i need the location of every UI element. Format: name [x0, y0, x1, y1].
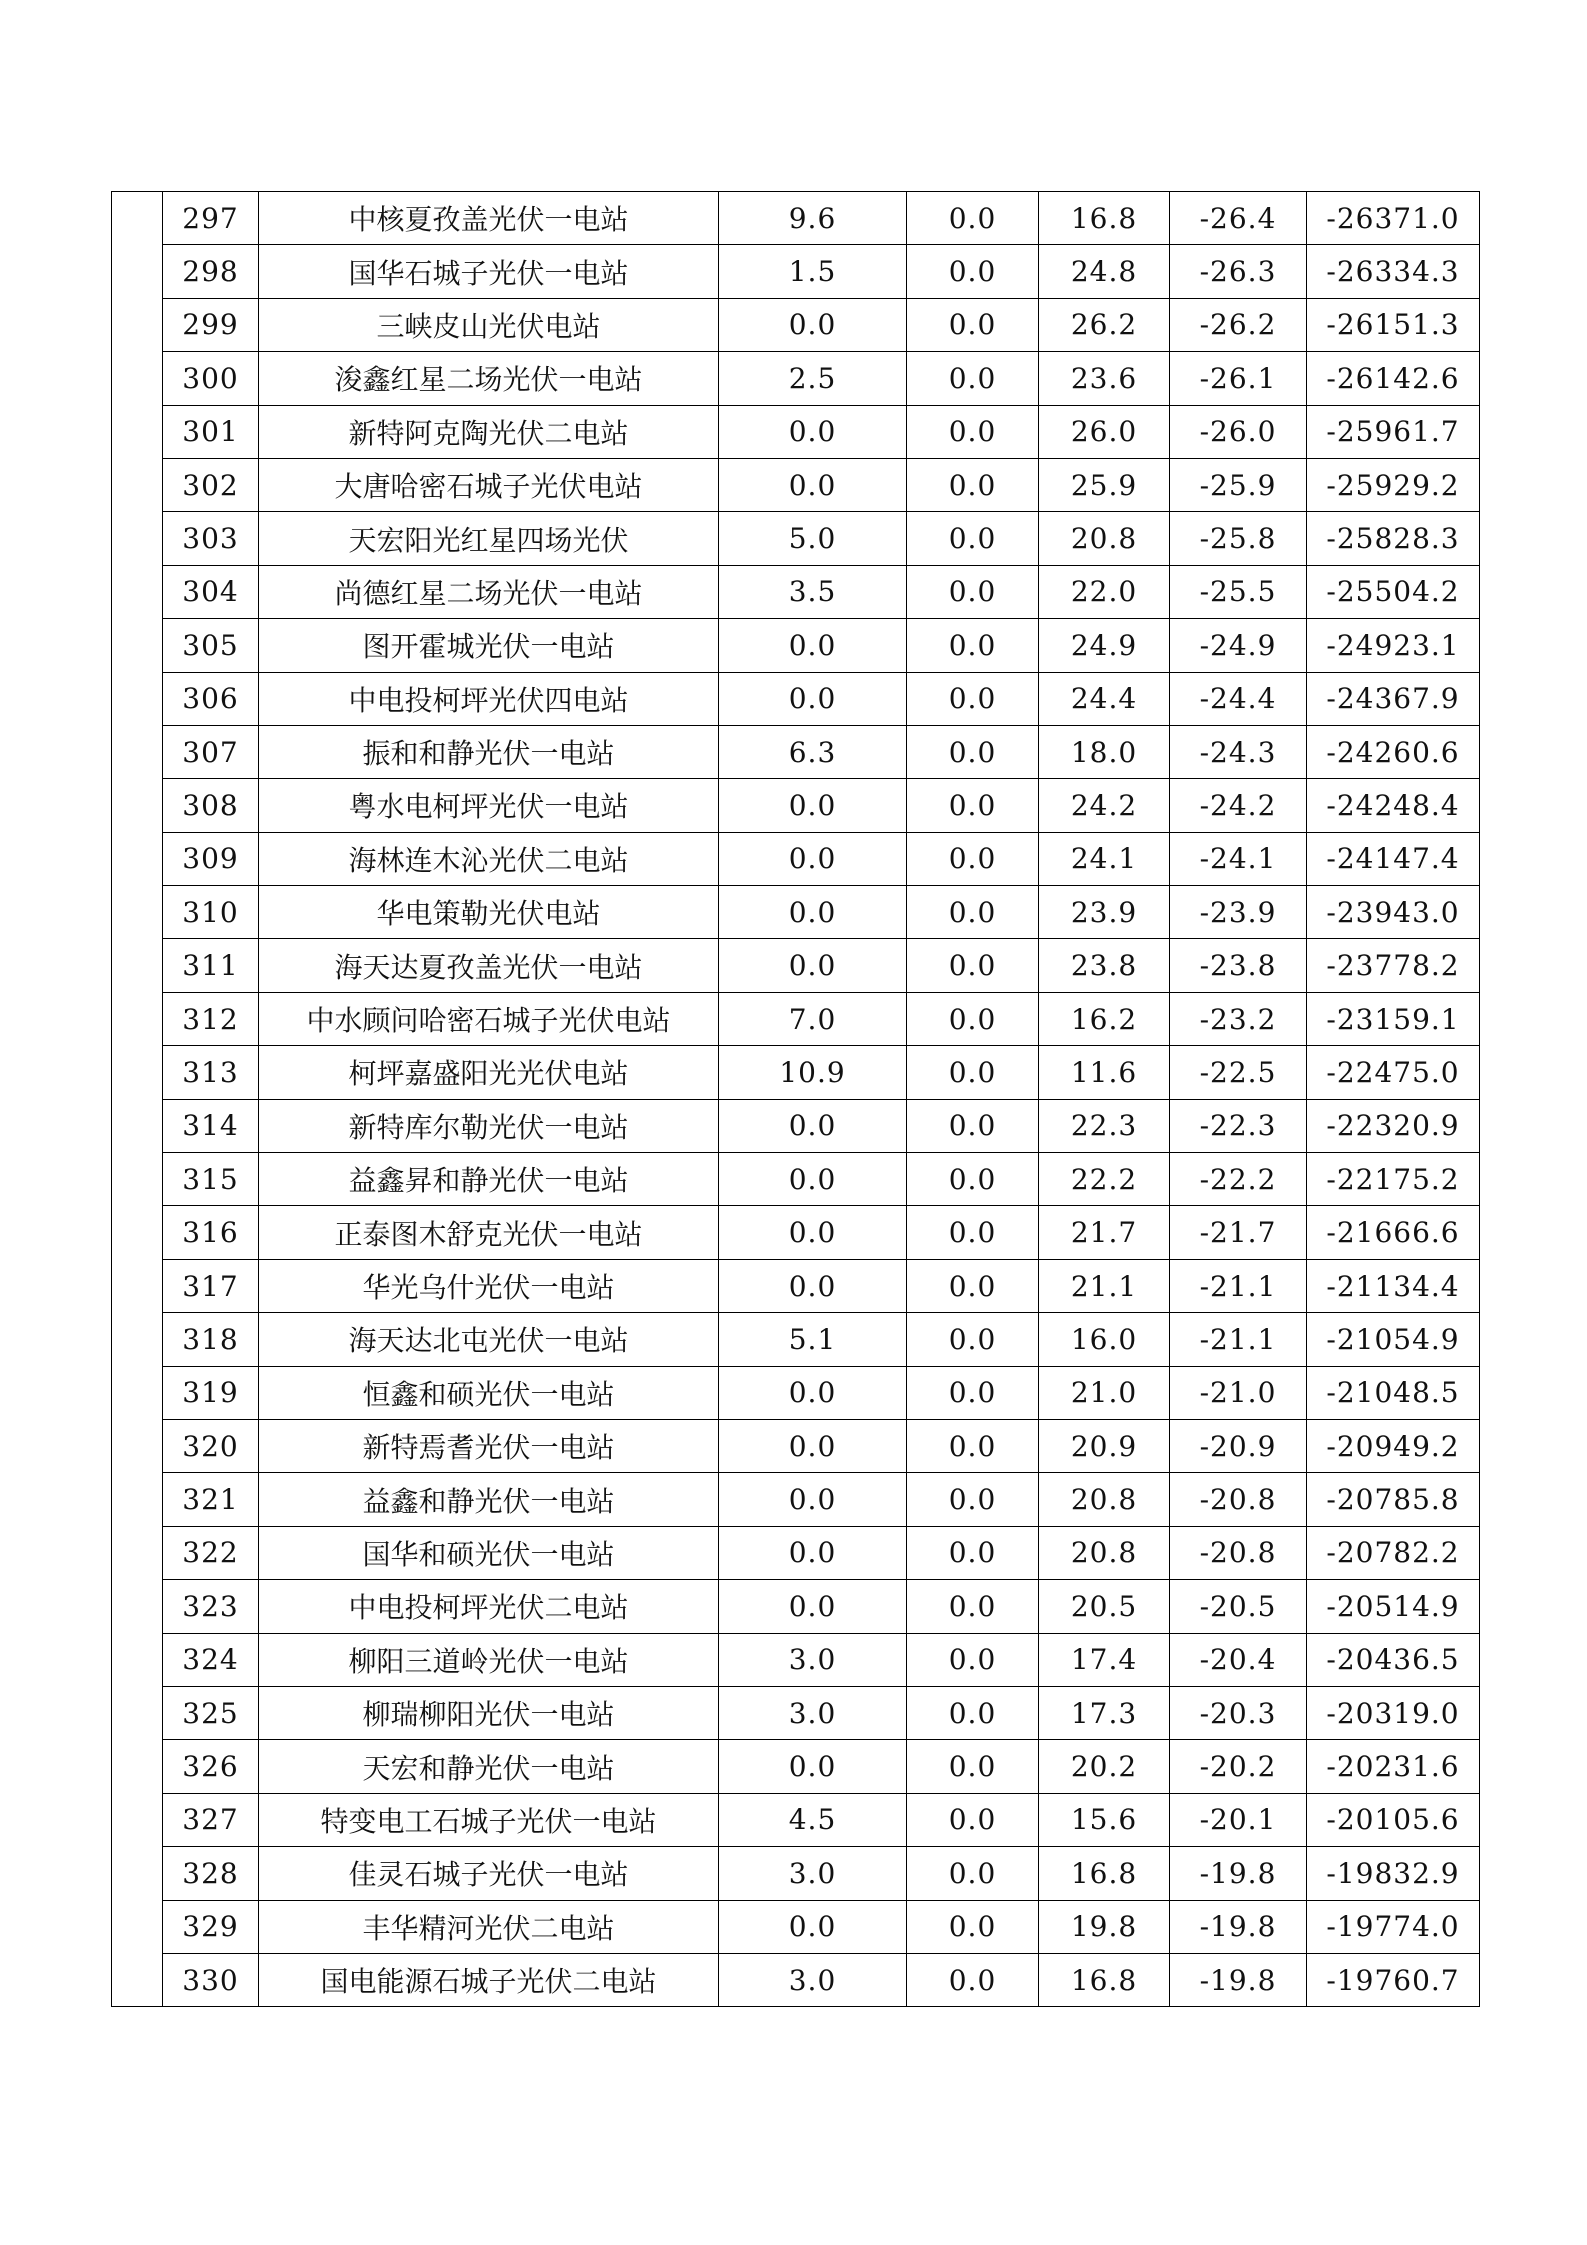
station-name-cell: 华光乌什光伏一电站 — [259, 1259, 719, 1312]
station-name-cell: 丰华精河光伏二电站 — [259, 1900, 719, 1953]
value-a-cell: 0.0 — [719, 1366, 907, 1419]
table-row — [112, 192, 1480, 245]
value-c-cell: 23.6 — [1039, 352, 1170, 405]
value-c-cell: 18.0 — [1039, 725, 1170, 778]
row-number-cell: 315 — [163, 1153, 259, 1206]
table-row — [112, 352, 1480, 405]
row-number-cell: 309 — [163, 832, 259, 885]
value-a-cell: 9.6 — [719, 192, 907, 245]
value-d-cell: -23.9 — [1170, 886, 1307, 939]
value-e-cell: -21048.5 — [1307, 1366, 1480, 1419]
value-a-cell: 2.5 — [719, 352, 907, 405]
table-row — [112, 1793, 1480, 1846]
value-c-cell: 21.1 — [1039, 1259, 1170, 1312]
table-row — [112, 245, 1480, 298]
value-c-cell: 16.8 — [1039, 192, 1170, 245]
station-name-cell: 海天达北屯光伏一电站 — [259, 1313, 719, 1366]
station-name-cell: 海林连木沁光伏二电站 — [259, 832, 719, 885]
value-a-cell: 10.9 — [719, 1046, 907, 1099]
table-row — [112, 992, 1480, 1045]
value-b-cell: 0.0 — [907, 458, 1039, 511]
row-number-cell: 321 — [163, 1473, 259, 1526]
value-e-cell: -19774.0 — [1307, 1900, 1480, 1953]
value-d-cell: -24.1 — [1170, 832, 1307, 885]
table-row — [112, 1419, 1480, 1472]
table-row — [112, 1153, 1480, 1206]
value-d-cell: -20.5 — [1170, 1580, 1307, 1633]
station-name-cell: 益鑫和静光伏一电站 — [259, 1473, 719, 1526]
value-e-cell: -21054.9 — [1307, 1313, 1480, 1366]
station-name-cell: 柳瑞柳阳光伏一电站 — [259, 1686, 719, 1739]
value-e-cell: -26142.6 — [1307, 352, 1480, 405]
value-d-cell: -23.8 — [1170, 939, 1307, 992]
value-d-cell: -20.2 — [1170, 1740, 1307, 1793]
value-e-cell: -21666.6 — [1307, 1206, 1480, 1259]
station-name-cell: 图开霍城光伏一电站 — [259, 619, 719, 672]
value-c-cell: 23.9 — [1039, 886, 1170, 939]
station-name-cell: 新特阿克陶光伏二电站 — [259, 405, 719, 458]
value-b-cell: 0.0 — [907, 1740, 1039, 1793]
value-e-cell: -24923.1 — [1307, 619, 1480, 672]
value-b-cell: 0.0 — [907, 992, 1039, 1045]
value-a-cell: 6.3 — [719, 725, 907, 778]
value-b-cell: 0.0 — [907, 672, 1039, 725]
value-d-cell: -21.7 — [1170, 1206, 1307, 1259]
table-row — [112, 672, 1480, 725]
value-d-cell: -21.1 — [1170, 1313, 1307, 1366]
table-row — [112, 1473, 1480, 1526]
value-b-cell: 0.0 — [907, 1793, 1039, 1846]
value-b-cell: 0.0 — [907, 352, 1039, 405]
value-b-cell: 0.0 — [907, 1046, 1039, 1099]
station-name-cell: 国华石城子光伏一电站 — [259, 245, 719, 298]
row-number-cell: 324 — [163, 1633, 259, 1686]
table-row — [112, 1046, 1480, 1099]
value-c-cell: 20.8 — [1039, 512, 1170, 565]
row-number-cell: 304 — [163, 565, 259, 618]
table-row — [112, 1526, 1480, 1579]
station-name-cell: 佳灵石城子光伏一电站 — [259, 1847, 719, 1900]
value-a-cell: 0.0 — [719, 1473, 907, 1526]
station-name-cell: 中水顾问哈密石城子光伏电站 — [259, 992, 719, 1045]
row-number-cell: 328 — [163, 1847, 259, 1900]
value-b-cell: 0.0 — [907, 1099, 1039, 1152]
row-number-cell: 327 — [163, 1793, 259, 1846]
value-e-cell: -20231.6 — [1307, 1740, 1480, 1793]
station-name-cell: 三峡皮山光伏电站 — [259, 298, 719, 351]
value-c-cell: 20.8 — [1039, 1526, 1170, 1579]
value-b-cell: 0.0 — [907, 1900, 1039, 1953]
value-e-cell: -26371.0 — [1307, 192, 1480, 245]
value-c-cell: 16.8 — [1039, 1847, 1170, 1900]
value-e-cell: -23778.2 — [1307, 939, 1480, 992]
value-d-cell: -26.0 — [1170, 405, 1307, 458]
table-body — [112, 192, 1480, 2007]
value-e-cell: -26151.3 — [1307, 298, 1480, 351]
value-d-cell: -20.1 — [1170, 1793, 1307, 1846]
table-row — [112, 1633, 1480, 1686]
value-a-cell: 3.5 — [719, 565, 907, 618]
row-number-cell: 323 — [163, 1580, 259, 1633]
value-a-cell: 0.0 — [719, 1740, 907, 1793]
row-number-cell: 311 — [163, 939, 259, 992]
value-e-cell: -19832.9 — [1307, 1847, 1480, 1900]
value-c-cell: 15.6 — [1039, 1793, 1170, 1846]
table-row — [112, 1953, 1480, 2006]
table-row — [112, 619, 1480, 672]
value-d-cell: -21.0 — [1170, 1366, 1307, 1419]
station-name-cell: 柯坪嘉盛阳光光伏电站 — [259, 1046, 719, 1099]
row-number-cell: 305 — [163, 619, 259, 672]
value-d-cell: -26.2 — [1170, 298, 1307, 351]
row-number-cell: 297 — [163, 192, 259, 245]
value-c-cell: 22.0 — [1039, 565, 1170, 618]
value-b-cell: 0.0 — [907, 1686, 1039, 1739]
value-a-cell: 0.0 — [719, 939, 907, 992]
merged-category-cell — [112, 192, 163, 2007]
value-e-cell: -25929.2 — [1307, 458, 1480, 511]
value-a-cell: 0.0 — [719, 458, 907, 511]
value-a-cell: 0.0 — [719, 832, 907, 885]
row-number-cell: 320 — [163, 1419, 259, 1472]
station-name-cell: 中电投柯坪光伏四电站 — [259, 672, 719, 725]
station-name-cell: 特变电工石城子光伏一电站 — [259, 1793, 719, 1846]
table-row — [112, 939, 1480, 992]
value-a-cell: 0.0 — [719, 886, 907, 939]
value-a-cell: 3.0 — [719, 1633, 907, 1686]
value-d-cell: -19.8 — [1170, 1953, 1307, 2006]
value-d-cell: -23.2 — [1170, 992, 1307, 1045]
value-c-cell: 24.9 — [1039, 619, 1170, 672]
table-row — [112, 886, 1480, 939]
table-row — [112, 1206, 1480, 1259]
value-c-cell: 20.2 — [1039, 1740, 1170, 1793]
row-number-cell: 318 — [163, 1313, 259, 1366]
station-name-cell: 浚鑫红星二场光伏一电站 — [259, 352, 719, 405]
value-a-cell: 0.0 — [719, 1099, 907, 1152]
station-name-cell: 柳阳三道岭光伏一电站 — [259, 1633, 719, 1686]
value-c-cell: 20.5 — [1039, 1580, 1170, 1633]
station-name-cell: 正泰图木舒克光伏一电站 — [259, 1206, 719, 1259]
value-c-cell: 22.2 — [1039, 1153, 1170, 1206]
row-number-cell: 303 — [163, 512, 259, 565]
station-name-cell: 华电策勒光伏电站 — [259, 886, 719, 939]
station-name-cell: 新特焉耆光伏一电站 — [259, 1419, 719, 1472]
value-d-cell: -24.3 — [1170, 725, 1307, 778]
value-b-cell: 0.0 — [907, 886, 1039, 939]
value-e-cell: -20319.0 — [1307, 1686, 1480, 1739]
station-name-cell: 益鑫昇和静光伏一电站 — [259, 1153, 719, 1206]
value-d-cell: -24.9 — [1170, 619, 1307, 672]
value-d-cell: -25.8 — [1170, 512, 1307, 565]
value-b-cell: 0.0 — [907, 1847, 1039, 1900]
value-c-cell: 26.2 — [1039, 298, 1170, 351]
value-a-cell: 0.0 — [719, 1419, 907, 1472]
table-row — [112, 1900, 1480, 1953]
station-name-cell: 中电投柯坪光伏二电站 — [259, 1580, 719, 1633]
value-a-cell: 7.0 — [719, 992, 907, 1045]
row-number-cell: 313 — [163, 1046, 259, 1099]
table-row — [112, 565, 1480, 618]
value-d-cell: -25.5 — [1170, 565, 1307, 618]
value-a-cell: 0.0 — [719, 672, 907, 725]
value-e-cell: -20782.2 — [1307, 1526, 1480, 1579]
row-number-cell: 319 — [163, 1366, 259, 1419]
station-name-cell: 天宏和静光伏一电站 — [259, 1740, 719, 1793]
value-e-cell: -26334.3 — [1307, 245, 1480, 298]
value-e-cell: -25504.2 — [1307, 565, 1480, 618]
value-b-cell: 0.0 — [907, 725, 1039, 778]
value-c-cell: 16.8 — [1039, 1953, 1170, 2006]
value-a-cell: 0.0 — [719, 1153, 907, 1206]
value-d-cell: -20.3 — [1170, 1686, 1307, 1739]
value-c-cell: 11.6 — [1039, 1046, 1170, 1099]
value-a-cell: 3.0 — [719, 1686, 907, 1739]
value-c-cell: 16.0 — [1039, 1313, 1170, 1366]
row-number-cell: 310 — [163, 886, 259, 939]
row-number-cell: 306 — [163, 672, 259, 725]
row-number-cell: 326 — [163, 1740, 259, 1793]
row-number-cell: 301 — [163, 405, 259, 458]
value-b-cell: 0.0 — [907, 939, 1039, 992]
value-c-cell: 22.3 — [1039, 1099, 1170, 1152]
value-c-cell: 17.3 — [1039, 1686, 1170, 1739]
row-number-cell: 314 — [163, 1099, 259, 1152]
value-c-cell: 23.8 — [1039, 939, 1170, 992]
table-row — [112, 1740, 1480, 1793]
value-c-cell: 26.0 — [1039, 405, 1170, 458]
value-b-cell: 0.0 — [907, 405, 1039, 458]
value-c-cell: 24.8 — [1039, 245, 1170, 298]
value-a-cell: 3.0 — [719, 1953, 907, 2006]
value-e-cell: -20785.8 — [1307, 1473, 1480, 1526]
table-row — [112, 458, 1480, 511]
row-number-cell: 329 — [163, 1900, 259, 1953]
station-name-cell: 天宏阳光红星四场光伏 — [259, 512, 719, 565]
value-d-cell: -19.8 — [1170, 1847, 1307, 1900]
value-d-cell: -22.2 — [1170, 1153, 1307, 1206]
row-number-cell: 312 — [163, 992, 259, 1045]
station-name-cell: 中核夏孜盖光伏一电站 — [259, 192, 719, 245]
value-d-cell: -20.8 — [1170, 1473, 1307, 1526]
value-d-cell: -24.2 — [1170, 779, 1307, 832]
value-d-cell: -21.1 — [1170, 1259, 1307, 1312]
station-name-cell: 振和和静光伏一电站 — [259, 725, 719, 778]
value-c-cell: 16.2 — [1039, 992, 1170, 1045]
value-e-cell: -21134.4 — [1307, 1259, 1480, 1312]
value-b-cell: 0.0 — [907, 512, 1039, 565]
value-c-cell: 24.1 — [1039, 832, 1170, 885]
value-a-cell: 3.0 — [719, 1847, 907, 1900]
table-row — [112, 725, 1480, 778]
station-name-cell: 国电能源石城子光伏二电站 — [259, 1953, 719, 2006]
value-a-cell: 0.0 — [719, 619, 907, 672]
station-name-cell: 尚德红星二场光伏一电站 — [259, 565, 719, 618]
row-number-cell: 302 — [163, 458, 259, 511]
table-row — [112, 1259, 1480, 1312]
value-a-cell: 1.5 — [719, 245, 907, 298]
row-number-cell: 316 — [163, 1206, 259, 1259]
value-b-cell: 0.0 — [907, 245, 1039, 298]
row-number-cell: 298 — [163, 245, 259, 298]
value-c-cell: 21.7 — [1039, 1206, 1170, 1259]
value-d-cell: -25.9 — [1170, 458, 1307, 511]
value-e-cell: -24260.6 — [1307, 725, 1480, 778]
value-e-cell: -23943.0 — [1307, 886, 1480, 939]
row-number-cell: 300 — [163, 352, 259, 405]
value-b-cell: 0.0 — [907, 619, 1039, 672]
table-row — [112, 832, 1480, 885]
value-d-cell: -26.3 — [1170, 245, 1307, 298]
value-b-cell: 0.0 — [907, 565, 1039, 618]
station-name-cell: 恒鑫和硕光伏一电站 — [259, 1366, 719, 1419]
station-table — [111, 191, 1480, 2007]
value-b-cell: 0.0 — [907, 298, 1039, 351]
value-a-cell: 0.0 — [719, 1900, 907, 1953]
value-b-cell: 0.0 — [907, 779, 1039, 832]
table-row — [112, 298, 1480, 351]
row-number-cell: 299 — [163, 298, 259, 351]
value-a-cell: 0.0 — [719, 405, 907, 458]
value-d-cell: -20.4 — [1170, 1633, 1307, 1686]
value-e-cell: -20514.9 — [1307, 1580, 1480, 1633]
value-a-cell: 4.5 — [719, 1793, 907, 1846]
value-c-cell: 20.9 — [1039, 1419, 1170, 1472]
value-d-cell: -24.4 — [1170, 672, 1307, 725]
value-a-cell: 0.0 — [719, 1259, 907, 1312]
table-row — [112, 1313, 1480, 1366]
value-e-cell: -22320.9 — [1307, 1099, 1480, 1152]
value-a-cell: 0.0 — [719, 1206, 907, 1259]
value-b-cell: 0.0 — [907, 1526, 1039, 1579]
value-a-cell: 0.0 — [719, 298, 907, 351]
value-c-cell: 19.8 — [1039, 1900, 1170, 1953]
value-d-cell: -26.1 — [1170, 352, 1307, 405]
value-b-cell: 0.0 — [907, 1206, 1039, 1259]
value-e-cell: -25961.7 — [1307, 405, 1480, 458]
value-e-cell: -22475.0 — [1307, 1046, 1480, 1099]
value-e-cell: -25828.3 — [1307, 512, 1480, 565]
value-b-cell: 0.0 — [907, 192, 1039, 245]
value-d-cell: -22.3 — [1170, 1099, 1307, 1152]
value-e-cell: -20105.6 — [1307, 1793, 1480, 1846]
table-row — [112, 1686, 1480, 1739]
value-b-cell: 0.0 — [907, 1953, 1039, 2006]
value-e-cell: -22175.2 — [1307, 1153, 1480, 1206]
value-b-cell: 0.0 — [907, 1419, 1039, 1472]
row-number-cell: 307 — [163, 725, 259, 778]
value-b-cell: 0.0 — [907, 1259, 1039, 1312]
row-number-cell: 308 — [163, 779, 259, 832]
value-b-cell: 0.0 — [907, 1366, 1039, 1419]
value-c-cell: 17.4 — [1039, 1633, 1170, 1686]
table-row — [112, 405, 1480, 458]
value-e-cell: -20949.2 — [1307, 1419, 1480, 1472]
value-a-cell: 0.0 — [719, 1526, 907, 1579]
value-b-cell: 0.0 — [907, 1153, 1039, 1206]
table-row — [112, 1580, 1480, 1633]
row-number-cell: 317 — [163, 1259, 259, 1312]
station-name-cell: 新特库尔勒光伏一电站 — [259, 1099, 719, 1152]
table-row — [112, 512, 1480, 565]
value-e-cell: -23159.1 — [1307, 992, 1480, 1045]
row-number-cell: 325 — [163, 1686, 259, 1739]
value-b-cell: 0.0 — [907, 1580, 1039, 1633]
station-name-cell: 大唐哈密石城子光伏电站 — [259, 458, 719, 511]
value-a-cell: 0.0 — [719, 1580, 907, 1633]
station-name-cell: 国华和硕光伏一电站 — [259, 1526, 719, 1579]
value-e-cell: -20436.5 — [1307, 1633, 1480, 1686]
table-row — [112, 1366, 1480, 1419]
value-a-cell: 5.1 — [719, 1313, 907, 1366]
row-number-cell: 330 — [163, 1953, 259, 2006]
station-name-cell: 海天达夏孜盖光伏一电站 — [259, 939, 719, 992]
station-name-cell: 粤水电柯坪光伏一电站 — [259, 779, 719, 832]
value-a-cell: 0.0 — [719, 779, 907, 832]
value-c-cell: 24.4 — [1039, 672, 1170, 725]
value-d-cell: -22.5 — [1170, 1046, 1307, 1099]
value-c-cell: 21.0 — [1039, 1366, 1170, 1419]
table-row — [112, 779, 1480, 832]
row-number-cell: 322 — [163, 1526, 259, 1579]
value-c-cell: 20.8 — [1039, 1473, 1170, 1526]
value-b-cell: 0.0 — [907, 1473, 1039, 1526]
value-d-cell: -20.8 — [1170, 1526, 1307, 1579]
value-c-cell: 24.2 — [1039, 779, 1170, 832]
value-e-cell: -24147.4 — [1307, 832, 1480, 885]
value-d-cell: -26.4 — [1170, 192, 1307, 245]
value-b-cell: 0.0 — [907, 832, 1039, 885]
table-row — [112, 1847, 1480, 1900]
value-e-cell: -19760.7 — [1307, 1953, 1480, 2006]
table-row — [112, 1099, 1480, 1152]
value-b-cell: 0.0 — [907, 1633, 1039, 1686]
value-e-cell: -24367.9 — [1307, 672, 1480, 725]
value-a-cell: 5.0 — [719, 512, 907, 565]
value-d-cell: -20.9 — [1170, 1419, 1307, 1472]
value-c-cell: 25.9 — [1039, 458, 1170, 511]
value-d-cell: -19.8 — [1170, 1900, 1307, 1953]
value-e-cell: -24248.4 — [1307, 779, 1480, 832]
value-b-cell: 0.0 — [907, 1313, 1039, 1366]
